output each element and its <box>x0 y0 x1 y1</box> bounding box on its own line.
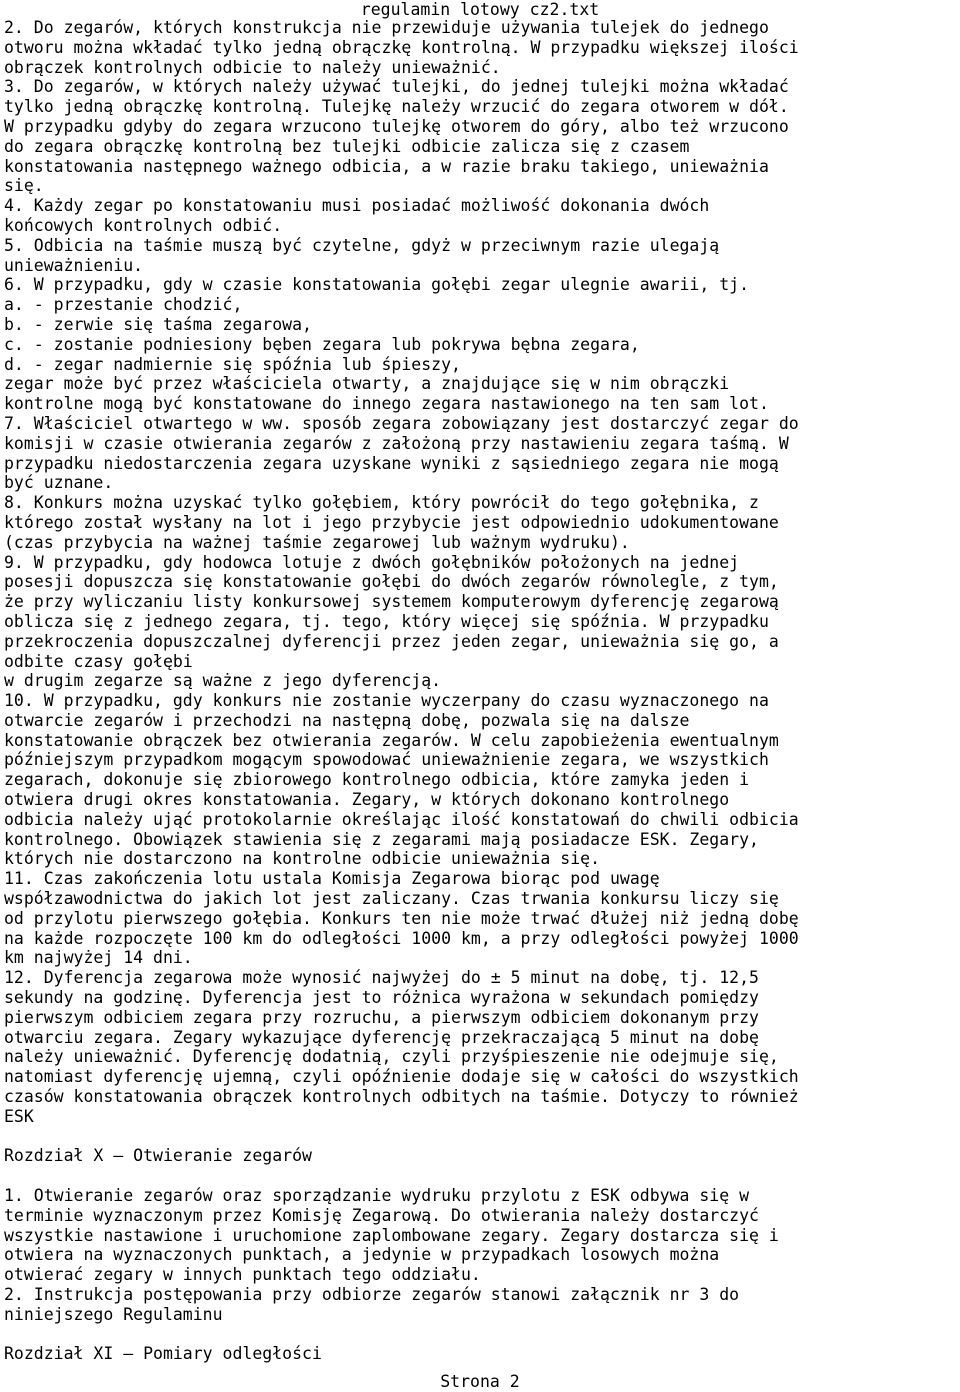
text-line: 7. Właściciel otwartego w ww. sposób zegara zobowiązany jest dostarczyć zegar do <box>4 413 799 433</box>
text-line: końcowych kontrolnych odbić. <box>4 215 283 235</box>
text-line: 2. Do zegarów, których konstrukcja nie przewiduje używania tulejek do jednego <box>4 18 769 37</box>
text-line: 9. W przypadku, gdy hodowca lotuje z dwóch gołębników położonych na jednej <box>4 552 740 572</box>
text-line: przekroczenia dopuszczalnej dyferencji przez jeden zegar, unieważnia się go, a <box>4 631 779 651</box>
text-line: 2. Instrukcja postępowania przy odbiorze zegarów stanowi załącznik nr 3 do <box>4 1285 740 1304</box>
text-line: km najwyżej 14 dni. <box>4 948 193 968</box>
text-line: się. <box>4 176 44 196</box>
text-line: (czas przybycia na ważnej taśmie zegarowej lub ważnym wydruku). <box>4 532 630 552</box>
text-line: odbite czasy gołębi <box>4 651 193 671</box>
text-line: Rozdział X – Otwieranie zegarów <box>4 1146 312 1166</box>
text-line: czasów konstatowania obrączek kontrolnych odbitych na taśmie. Dotyczy to również <box>4 1087 799 1107</box>
text-line: odbicia należy ująć protokolarnie określając ilość konstatowań do chwili odbicia <box>4 809 799 829</box>
text-line: natomiast dyferencję ujemną, czyli opóźnienie dodaje się w całości do wszystkich <box>4 1067 799 1087</box>
text-line: Rozdział XI – Pomiary odległości <box>4 1344 322 1364</box>
text-line: 12. Dyferencja zegarowa może wynosić najwyżej do ± 5 minut na dobę, tj. 12,5 <box>4 968 759 988</box>
text-line: 3. Do zegarów, w których należy używać tulejki, do jednej tulejki można wkładać <box>4 77 789 97</box>
text-line: do zegara obrączkę kontrolną bez tulejki odbicie zalicza się z czasem <box>4 136 690 156</box>
text-line: ESK <box>4 1106 34 1126</box>
text-line: posesji dopuszcza się konstatowanie gołębi do dwóch zegarów równolegle, z tym, <box>4 572 779 592</box>
text-line: zegar może być przez właściciela otwarty, a znajdujące się w nim obrączki <box>4 374 730 394</box>
text-line: pierwszym odbiciem zegara przy rozruchu, a pierwszym odbiciem dokonanym przy <box>4 1007 759 1027</box>
text-line: należy unieważnić. Dyferencję dodatnią, czyli przyśpieszenie nie odejmuje się, <box>4 1047 779 1067</box>
text-line: współzawodnictwa do jakich lot jest zaliczany. Czas trwania konkursu liczy się <box>4 889 779 909</box>
text-line: unieważnieniu. <box>4 255 144 275</box>
text-line: otwiera drugi okres konstatowania. Zegary, w których dokonano kontrolnego <box>4 790 730 810</box>
text-line: że przy wyliczaniu listy konkursowej systemem komputerowym dyferencję zegarową <box>4 592 779 612</box>
text-line: terminie wyznaczonym przez Komisję Zegarową. Do otwierania należy dostarczyć <box>4 1205 759 1225</box>
text-line: 10. W przypadku, gdy konkurs nie zostanie wyczerpany do czasu wyznaczonego na <box>4 691 769 711</box>
text-line: 11. Czas zakończenia lotu ustala Komisja Zegarowa biorąc pod uwagę <box>4 869 660 889</box>
text-line: od przylotu pierwszego gołębia. Konkurs ten nie może trwać dłużej niż jedną dobę <box>4 908 799 928</box>
text-line <box>4 1127 960 1147</box>
text-line: otwiera na wyznaczonych punktach, a jedynie w przypadkach losowych można <box>4 1245 720 1265</box>
text-line: być uznane. <box>4 473 114 493</box>
text-line: otworu można wkładać tylko jedną obrączkę kontrolną. W przypadku większej ilości <box>4 37 799 57</box>
text-line <box>4 1325 960 1345</box>
text-line: w drugim zegarze są ważne z jego dyferencją. <box>4 671 442 691</box>
text-line: a. - przestanie chodzić, <box>4 295 243 315</box>
document-title: regulamin lotowy cz2.txt <box>360 0 600 19</box>
text-line: przypadku niedostarczenia zegara uzyskane wyniki z sąsiedniego zegara nie mogą <box>4 453 779 473</box>
text-line: otwierać zegary w innych punktach tego oddziału. <box>4 1265 481 1285</box>
text-line: otwarciu zegara. Zegary wykazujące dyferencję przekraczającą 5 minut na dobę <box>4 1027 759 1047</box>
text-line: tylko jedną obrączkę kontrolną. Tulejkę należy wrzucić do zegara otworem w dół. <box>4 97 789 117</box>
text-line: zegarach, dokonuje się zbiorowego kontrolnego odbicia, które zamyka jeden i <box>4 770 750 790</box>
text-line: 8. Konkurs można uzyskać tylko gołębiem, który powrócił do tego gołębnika, z <box>4 493 759 513</box>
text-line: komisji w czasie otwierania zegarów z założoną przy nastawieniu zegara taśmą. W <box>4 433 789 453</box>
text-line: niniejszego Regulaminu <box>4 1304 223 1324</box>
text-line: kontrolne mogą być konstatowane do innego zegara nastawionego na ten sam lot. <box>4 394 769 414</box>
text-line: W przypadku gdyby do zegara wrzucono tulejkę otworem do góry, albo też wrzucono <box>4 116 789 136</box>
text-line: obrączek kontrolnych odbicie to należy unieważnić. <box>4 57 501 77</box>
text-line: d. - zegar nadmiernie się spóźnia lub śpieszy, <box>4 354 461 374</box>
text-line: konstatowanie obrączek bez otwierania zegarów. W celu zapobieżenia ewentualnym <box>4 730 779 750</box>
text-line: na każde rozpoczęte 100 km do odległości 1000 km, a przy odległości powyżej 1000 <box>4 928 799 948</box>
text-line: b. - zerwie się taśma zegarowa, <box>4 314 312 334</box>
text-line: oblicza się z jednego zegara, tj. tego, który więcej się spóźnia. W przypadku <box>4 611 769 631</box>
text-line: c. - zostanie podniesiony bęben zegara lub pokrywa bębna zegara, <box>4 334 640 354</box>
text-line: 6. W przypadku, gdy w czasie konstatowania gołębi zegar ulegnie awarii, tj. <box>4 275 750 295</box>
text-line: kontrolnego. Obowiązek stawienia się z zegarami mają posiadacze ESK. Zegary, <box>4 829 759 849</box>
text-line: wszystkie nastawione i uruchomione zaplombowane zegary. Zegary dostarcza się i <box>4 1225 779 1245</box>
text-line: sekundy na godzinę. Dyferencja jest to różnica wyrażona w sekundach pomiędzy <box>4 988 759 1008</box>
document-body <box>4 18 960 1364</box>
text-line: których nie dostarczono na kontrolne odbicie unieważnia się. <box>4 849 601 869</box>
text-line: 1. Otwieranie zegarów oraz sporządzanie wydruku przylotu z ESK odbywa się w <box>4 1186 750 1206</box>
text-line: 4. Każdy zegar po konstatowaniu musi posiadać możliwość dokonania dwóch <box>4 196 710 216</box>
text-line: otwarcie zegarów i przechodzi na następną dobę, pozwala się na dalsze <box>4 710 690 730</box>
text-line: 5. Odbicia na taśmie muszą być czytelne, gdyż w przeciwnym razie ulegają <box>4 235 720 255</box>
text-line <box>4 1166 960 1186</box>
text-line: którego został wysłany na lot i jego przybycie jest odpowiednio udokumentowane <box>4 512 779 532</box>
text-line: konstatowania następnego ważnego odbicia, a w razie braku takiego, unieważnia <box>4 156 769 176</box>
page-footer: Strona 2 <box>440 1372 520 1391</box>
text-line: późniejszym przypadkom mogącym spowodować unieważnienie zegara, we wszystkich <box>4 750 769 770</box>
